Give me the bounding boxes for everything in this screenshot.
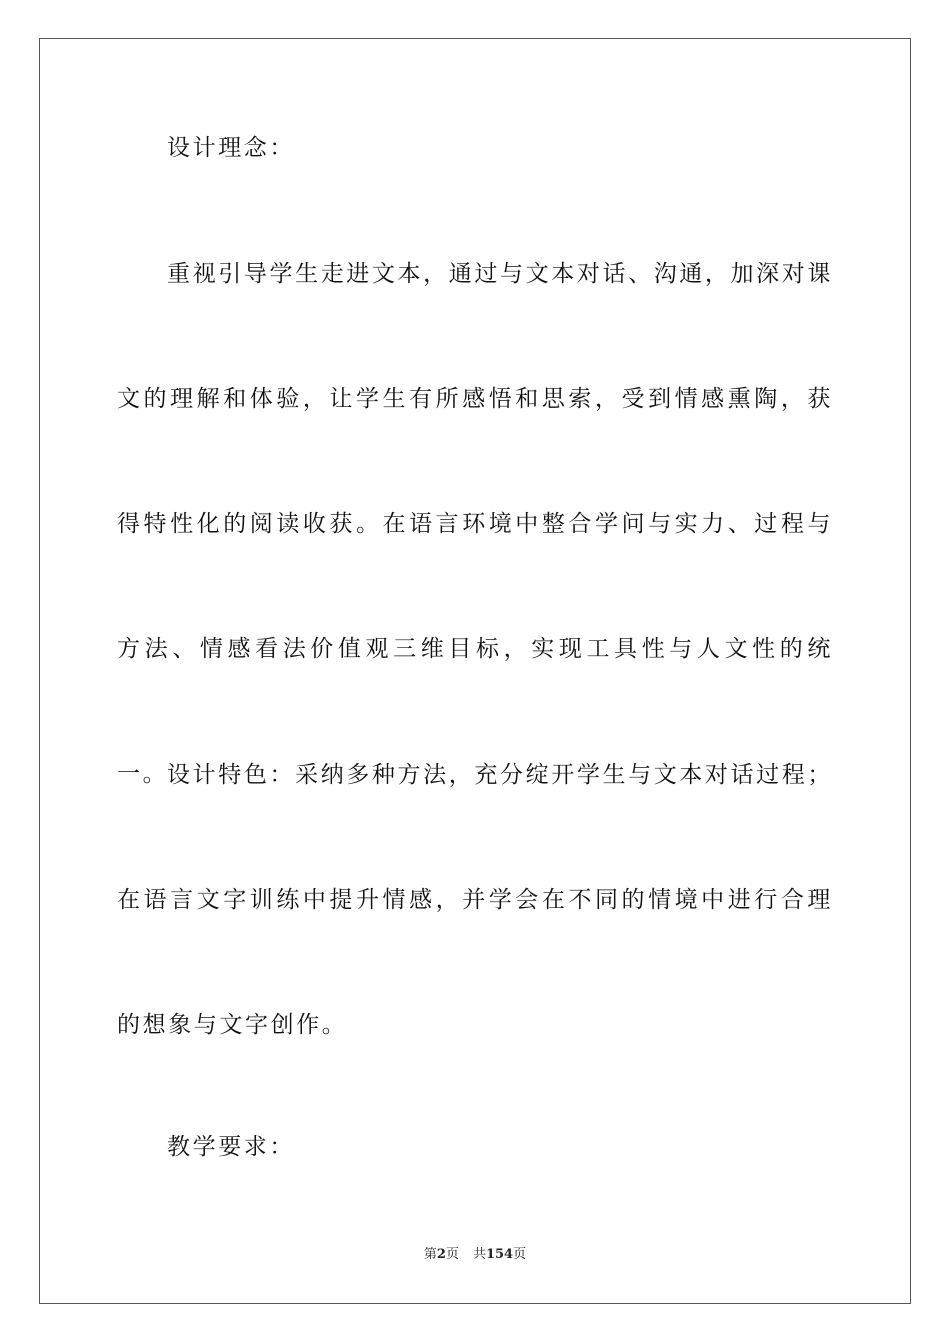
- footer-total-prefix: 共: [472, 1247, 486, 1262]
- footer-page-prefix: 第: [423, 1247, 437, 1262]
- footer-page-number: 2: [436, 1247, 446, 1262]
- page-footer: [0, 1247, 950, 1263]
- paragraph-design-concept-body: 重视引导学生走进文本，通过与文本对话、沟通，加深对课文的理解和体验，让学生有所感悟和思索，受到情感熏陶，获得特性化的阅读收获。在语言环境中整合学问与实力、过程与方法、情感看法价值观三维目标，实现工具性与人文性的统一。: [117, 261, 833, 787]
- heading-teaching-requirements: 教学要求：: [167, 1134, 295, 1160]
- footer-total-suffix: 页: [513, 1247, 527, 1262]
- footer-page-suffix: 页: [445, 1247, 459, 1262]
- paragraph-design-features: 设计特色：采纳多种方法，充分绽开学生与文本对话过程；在语言文字训练中提升情感，并学会在不同的情境中进行合理的想象与文字创作。: [117, 762, 833, 1038]
- footer-total-pages: 154: [485, 1247, 514, 1262]
- heading-design-concept: 设计理念：: [167, 135, 295, 161]
